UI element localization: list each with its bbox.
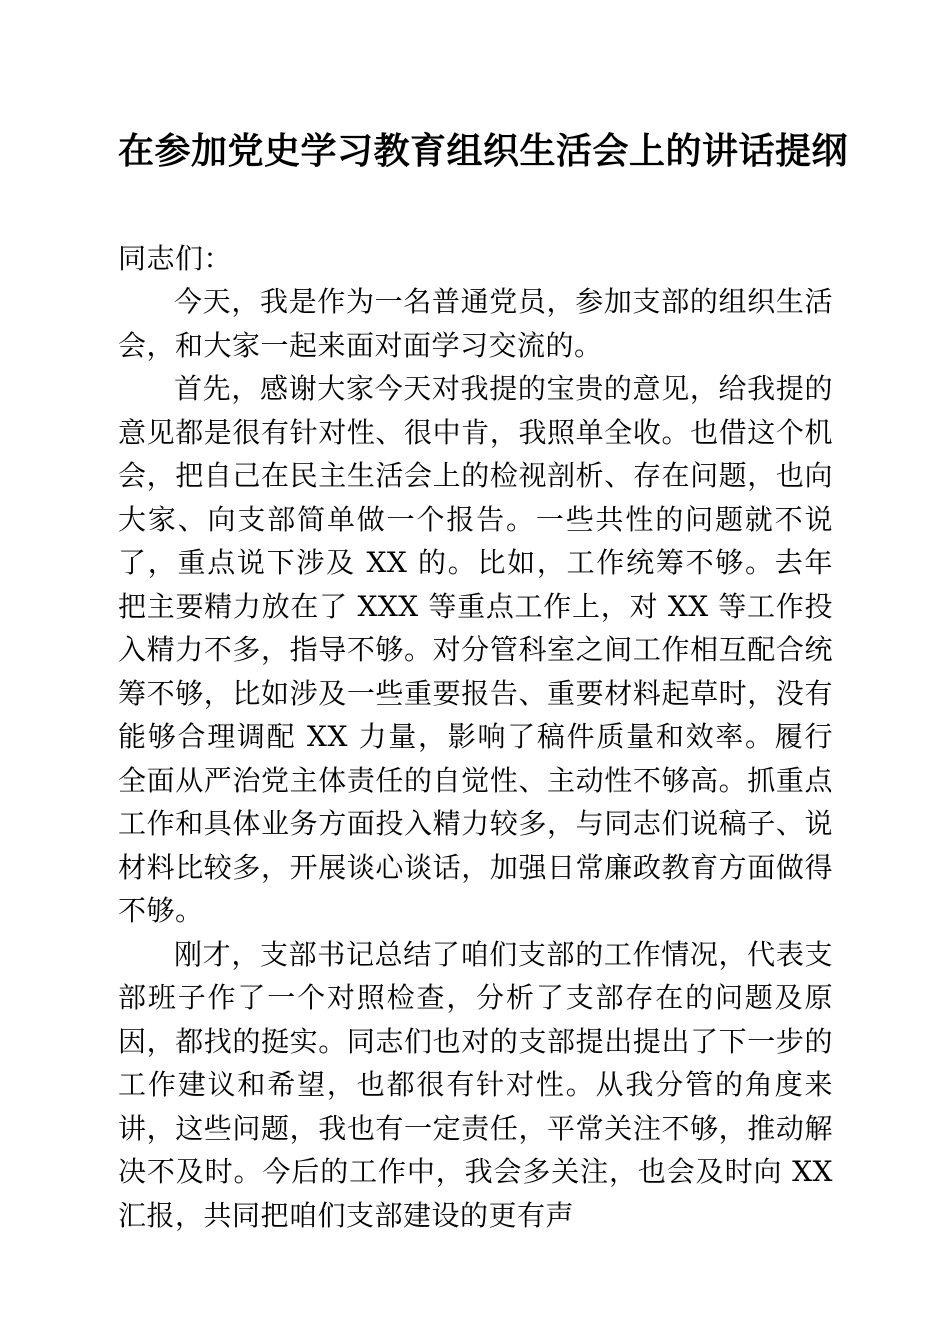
paragraph-branch-review: 刚才，支部书记总结了咱们支部的工作情况，代表支部班子作了一个对照检查，分析了支部存在的问题及原因，都找的挺实。同志们也对的支部提出提出了下一步的工作建议和希望，也都很有针对性。从我分管的角度来讲，这些问题，我也有一定责任，平常关注不够，推动解决不及时。今后的工作中，我会多关注，也会及时向 XX 汇报，共同把咱们支部建设的更有声 (118, 937, 833, 1232)
salutation-line: 同志们： (118, 241, 233, 275)
document-title: 在参加党史学习教育组织生活会上的讲话提纲 (118, 130, 849, 172)
paragraph-intro: 今天，我是作为一名普通党员，参加支部的组织生活会，和大家一起来面对面学习交流的。 (118, 285, 833, 362)
paragraph-self-review: 首先，感谢大家今天对我提的宝贵的意见，给我提的意见都是很有针对性、很中肯，我照单全收。也借这个机会，把自己在民主生活会上的检视剖析、存在问题，也向大家、向支部简单做一个报告。一些共性的问题就不说了，重点说下涉及 XX 的。比如，工作统筹不够。去年把主要精力放在了 XXX 等重点工作上，对 XX 等工作投入精力不多，指导不够。对分管科室之间工作相互配合统筹不够，比如涉及一些重要报告、重要材料起草时，没有能够合理调配 XX 力量，影响了稿件质量和效率。履行全面从严治党主体责任的自觉性、主动性不够高。抓重点工作和具体业务方面投入精力较多，与同志们说稿子、说材料比较多，开展谈心谈话，加强日常廉政教育方面做得不够。 (118, 372, 833, 928)
document-body (118, 237, 833, 1238)
